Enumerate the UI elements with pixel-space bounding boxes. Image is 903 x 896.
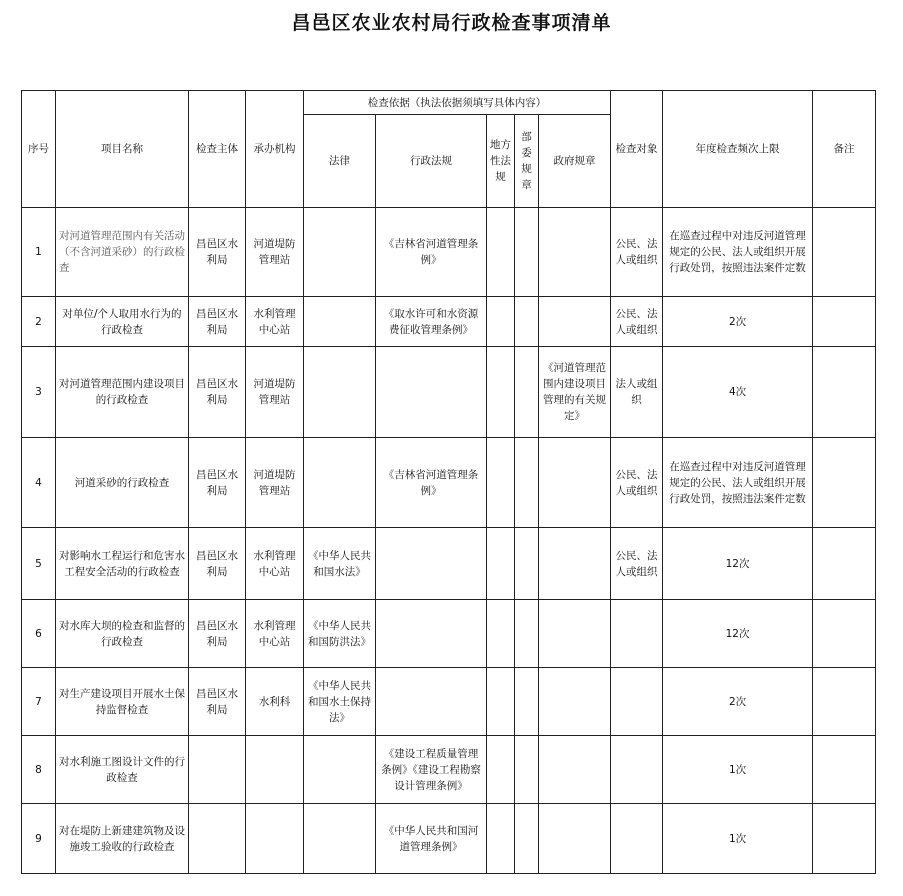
table-row [22, 528, 876, 600]
header-law: 法律 [304, 115, 376, 208]
row-agency: 水利管理中心站 [246, 600, 304, 668]
table-row [22, 600, 876, 668]
row-frequency: 1次 [663, 804, 813, 874]
row-remark [813, 736, 876, 804]
row-law: 《中华人民共和国水土保持法》 [304, 668, 376, 736]
header-dept-rule: 部委规章 [515, 115, 539, 208]
row-item-name: 对单位/个人取用水行为的行政检查 [56, 297, 189, 347]
row-agency: 河道堤防管理站 [246, 208, 304, 297]
row-seq: 2 [22, 297, 56, 347]
row-law [304, 736, 376, 804]
row-dept-rule [515, 208, 539, 297]
row-target [611, 668, 663, 736]
row-agency: 水利科 [246, 668, 304, 736]
row-remark [813, 208, 876, 297]
row-seq: 1 [22, 208, 56, 297]
header-agency: 承办机构 [246, 91, 304, 208]
row-admin-regulation [376, 347, 487, 438]
row-item-name: 河道采砂的行政检查 [56, 438, 189, 528]
table-row [22, 804, 876, 874]
row-local-regulation [487, 668, 515, 736]
table-row [22, 438, 876, 528]
row-local-regulation [487, 528, 515, 600]
row-subject [189, 804, 246, 874]
row-remark [813, 804, 876, 874]
row-agency [246, 804, 304, 874]
row-admin-regulation: 《中华人民共和国河道管理条例》 [376, 804, 487, 874]
row-law [304, 208, 376, 297]
row-dept-rule [515, 600, 539, 668]
row-remark [813, 668, 876, 736]
header-admin-regulation: 行政法规 [376, 115, 487, 208]
row-remark [813, 528, 876, 600]
header-item-name: 项目名称 [56, 91, 189, 208]
row-item-name: 对河道管理范围内建设项目的行政检查 [56, 347, 189, 438]
row-target: 法人或组织 [611, 347, 663, 438]
header-frequency: 年度检查频次上限 [663, 91, 813, 208]
header-gov-rule: 政府规章 [539, 115, 611, 208]
row-target [611, 600, 663, 668]
row-admin-regulation [376, 528, 487, 600]
row-dept-rule [515, 438, 539, 528]
row-law: 《中华人民共和国水法》 [304, 528, 376, 600]
row-frequency: 在巡查过程中对违反河道管理规定的公民、法人或组织开展行政处罚，按照违法案件定数 [663, 208, 813, 297]
row-gov-rule: 《河道管理范围内建设项目管理的有关规定》 [539, 347, 611, 438]
row-frequency: 2次 [663, 297, 813, 347]
header-basis-group: 检查依据（执法依据须填写具体内容） [304, 91, 611, 115]
row-item-name: 对在堤防上新建建筑物及设施竣工验收的行政检查 [56, 804, 189, 874]
row-seq: 6 [22, 600, 56, 668]
row-local-regulation [487, 736, 515, 804]
header-target: 检查对象 [611, 91, 663, 208]
row-subject: 昌邑区水利局 [189, 297, 246, 347]
row-local-regulation [487, 804, 515, 874]
header-subject: 检查主体 [189, 91, 246, 208]
row-local-regulation [487, 208, 515, 297]
row-frequency: 在巡查过程中对违反河道管理规定的公民、法人或组织开展行政处罚，按照违法案件定数 [663, 438, 813, 528]
row-law [304, 804, 376, 874]
row-subject: 昌邑区水利局 [189, 438, 246, 528]
table-row [22, 297, 876, 347]
row-subject: 昌邑区水利局 [189, 600, 246, 668]
row-target: 公民、法人或组织 [611, 528, 663, 600]
header-seq: 序号 [22, 91, 56, 208]
row-dept-rule [515, 528, 539, 600]
row-gov-rule [539, 668, 611, 736]
row-remark [813, 438, 876, 528]
row-local-regulation [487, 297, 515, 347]
row-remark [813, 347, 876, 438]
row-agency: 水利管理中心站 [246, 297, 304, 347]
row-target: 公民、法人或组织 [611, 438, 663, 528]
row-admin-regulation: 《取水许可和水资源费征收管理条例》 [376, 297, 487, 347]
row-seq: 8 [22, 736, 56, 804]
table-row [22, 736, 876, 804]
row-item-name: 对影响水工程运行和危害水工程安全活动的行政检查 [56, 528, 189, 600]
row-subject: 昌邑区水利局 [189, 347, 246, 438]
row-dept-rule [515, 668, 539, 736]
row-seq: 5 [22, 528, 56, 600]
row-local-regulation [487, 600, 515, 668]
row-admin-regulation [376, 668, 487, 736]
row-dept-rule [515, 297, 539, 347]
row-admin-regulation: 《吉林省河道管理条例》 [376, 438, 487, 528]
row-gov-rule [539, 208, 611, 297]
row-dept-rule [515, 736, 539, 804]
inspection-table [21, 90, 876, 874]
row-seq: 7 [22, 668, 56, 736]
row-agency: 水利管理中心站 [246, 528, 304, 600]
row-admin-regulation: 《建设工程质量管理条例》《建设工程勘察设计管理条例》 [376, 736, 487, 804]
row-agency [246, 736, 304, 804]
row-agency: 河道堤防管理站 [246, 438, 304, 528]
row-seq: 4 [22, 438, 56, 528]
header-remark: 备注 [813, 91, 876, 208]
row-gov-rule [539, 297, 611, 347]
table-row [22, 208, 876, 297]
row-target: 公民、法人或组织 [611, 297, 663, 347]
row-gov-rule [539, 600, 611, 668]
row-seq: 3 [22, 347, 56, 438]
row-item-name: 对水利施工图设计文件的行政检查 [56, 736, 189, 804]
row-subject: 昌邑区水利局 [189, 668, 246, 736]
row-frequency: 1次 [663, 736, 813, 804]
row-subject: 昌邑区水利局 [189, 208, 246, 297]
row-remark [813, 297, 876, 347]
row-target: 公民、法人或组织 [611, 208, 663, 297]
row-item-name: 对生产建设项目开展水土保持监督检查 [56, 668, 189, 736]
row-law: 《中华人民共和国防洪法》 [304, 600, 376, 668]
row-dept-rule [515, 804, 539, 874]
row-gov-rule [539, 528, 611, 600]
table-row [22, 347, 876, 438]
row-gov-rule [539, 438, 611, 528]
row-gov-rule [539, 804, 611, 874]
row-subject: 昌邑区水利局 [189, 528, 246, 600]
row-frequency: 12次 [663, 528, 813, 600]
row-law [304, 297, 376, 347]
row-frequency: 12次 [663, 600, 813, 668]
row-seq: 9 [22, 804, 56, 874]
row-admin-regulation [376, 600, 487, 668]
row-local-regulation [487, 438, 515, 528]
row-gov-rule [539, 736, 611, 804]
page-title: 昌邑区农业农村局行政检查事项清单 [291, 12, 612, 34]
row-admin-regulation: 《吉林省河道管理条例》 [376, 208, 487, 297]
row-remark [813, 600, 876, 668]
row-target [611, 804, 663, 874]
row-agency: 河道堤防管理站 [246, 347, 304, 438]
row-law [304, 438, 376, 528]
row-item-name: 对水库大坝的检查和监督的行政检查 [56, 600, 189, 668]
row-frequency: 2次 [663, 668, 813, 736]
row-target [611, 736, 663, 804]
table-row [22, 668, 876, 736]
row-dept-rule [515, 347, 539, 438]
header-local-regulation: 地方性法规 [487, 115, 515, 208]
row-local-regulation [487, 347, 515, 438]
row-frequency: 4次 [663, 347, 813, 438]
row-subject [189, 736, 246, 804]
row-item-name: 对河道管理范围内有关活动（不含河道采砂）的行政检查 [56, 208, 189, 297]
row-law [304, 347, 376, 438]
